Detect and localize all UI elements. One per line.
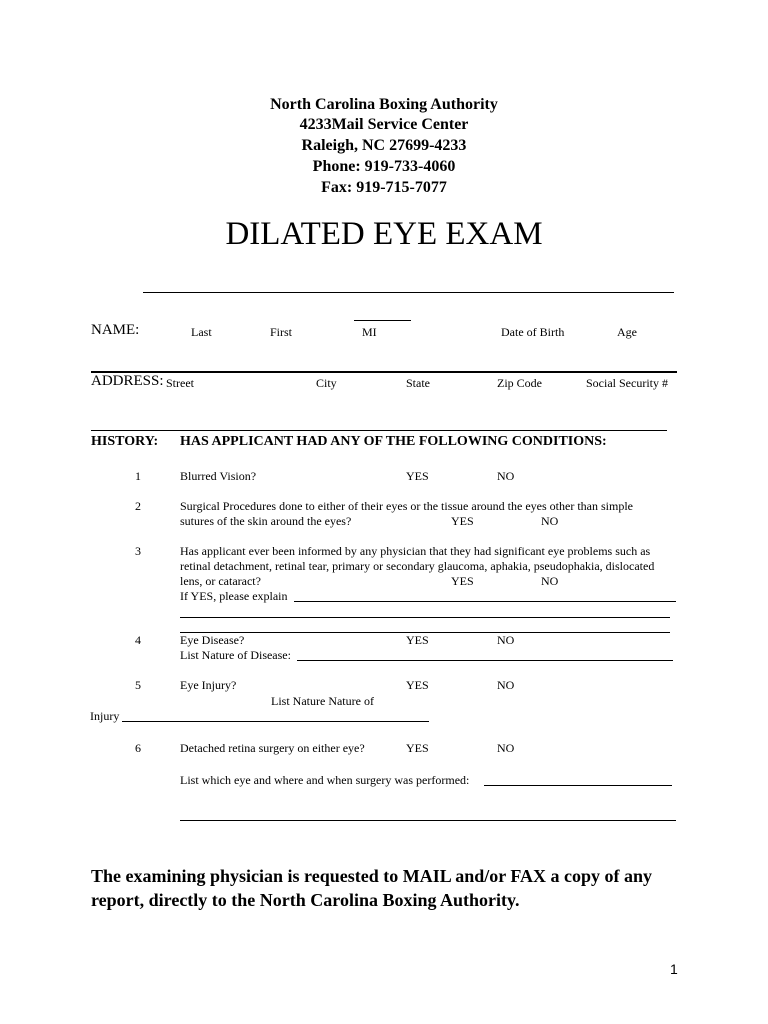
address-street-label: Street [166,376,194,390]
page-number: 1 [670,961,678,977]
address-entry-line[interactable] [91,371,677,373]
org-fax: Fax: 919-715-7077 [321,179,447,196]
q3-text-line3: lens, or cataract? [180,574,261,588]
q4-number: 4 [135,633,141,647]
dob-label: Date of Birth [501,325,565,339]
q5-text: Eye Injury? [180,678,237,692]
org-phone: Phone: 919-733-4060 [312,158,456,175]
q1-no-option[interactable]: NO [497,469,515,483]
history-heading: HAS APPLICANT HAD ANY OF THE FOLLOWING CONDITIONS: [180,434,607,449]
q3-explain-line1[interactable] [294,601,676,602]
address-ssn-label: Social Security # [586,376,668,390]
name-mi-label: MI [362,325,377,339]
q4-list-label: List Nature of Disease: [180,648,291,662]
q3-explain-line2[interactable] [180,617,670,618]
name-entry-line[interactable] [143,292,674,293]
q5-list-label: List Nature Nature of [271,694,374,708]
q3-number: 3 [135,544,141,558]
address-state-label: State [406,376,430,390]
history-label: HISTORY: [91,434,159,449]
age-label: Age [617,325,637,339]
q3-yes-option[interactable]: YES [451,574,474,588]
q6-surgery-line2[interactable] [180,820,676,821]
org-name: North Carolina Boxing Authority [270,96,498,113]
q5-no-option[interactable]: NO [497,678,515,692]
q2-text-line1: Surgical Procedures done to either of their eyes or the tissue around the eyes other than simple [180,499,633,513]
q1-text: Blurred Vision? [180,469,257,483]
mail-fax-notice: The examining physician is requested to MAIL and/or FAX a copy of any report, directly to the North Carolina Boxing Authority. [91,866,653,910]
q6-number: 6 [135,741,141,755]
q4-disease-line[interactable] [297,660,673,661]
q3-text-line2: retinal detachment, retinal tear, primary or secondary glaucoma, aphakia, pseudophakia, dislocated [180,559,655,573]
name-last-label: Last [191,325,212,339]
q2-text-line2: sutures of the skin around the eyes? [180,514,352,528]
address-zip-label: Zip Code [497,376,542,390]
q6-list-label: List which eye and where and when surgery was performed: [180,773,470,787]
q4-no-option[interactable]: NO [497,633,515,647]
q2-no-option[interactable]: NO [541,514,559,528]
q3-no-option[interactable]: NO [541,574,559,588]
address-city-label: City [316,376,337,390]
q2-number: 2 [135,499,141,513]
org-city: Raleigh, NC 27699-4233 [301,137,467,154]
q4-yes-option[interactable]: YES [406,633,429,647]
ssn-entry-line[interactable] [91,430,667,431]
name-label: NAME: [91,322,140,338]
address-label: ADDRESS: [91,373,164,389]
page-title: DILATED EYE EXAM [225,216,543,252]
q6-text: Detached retina surgery on either eye? [180,741,365,755]
q6-surgery-line1[interactable] [484,785,672,786]
q6-no-option[interactable]: NO [497,741,515,755]
q4-text: Eye Disease? [180,633,245,647]
q5-injury-label: Injury [90,709,120,723]
q5-injury-line[interactable] [122,721,429,722]
org-address: 4233Mail Service Center [299,116,469,133]
name-first-label: First [270,325,293,339]
mi-entry-line[interactable] [354,320,411,321]
q3-explain-label: If YES, please explain [180,589,288,603]
q1-yes-option[interactable]: YES [406,469,429,483]
q5-yes-option[interactable]: YES [406,678,429,692]
q2-yes-option[interactable]: YES [451,514,474,528]
q3-text-line1: Has applicant ever been informed by any physician that they had significant eye problems such as [180,544,651,558]
q1-number: 1 [135,469,141,483]
q6-yes-option[interactable]: YES [406,741,429,755]
q5-number: 5 [135,678,141,692]
